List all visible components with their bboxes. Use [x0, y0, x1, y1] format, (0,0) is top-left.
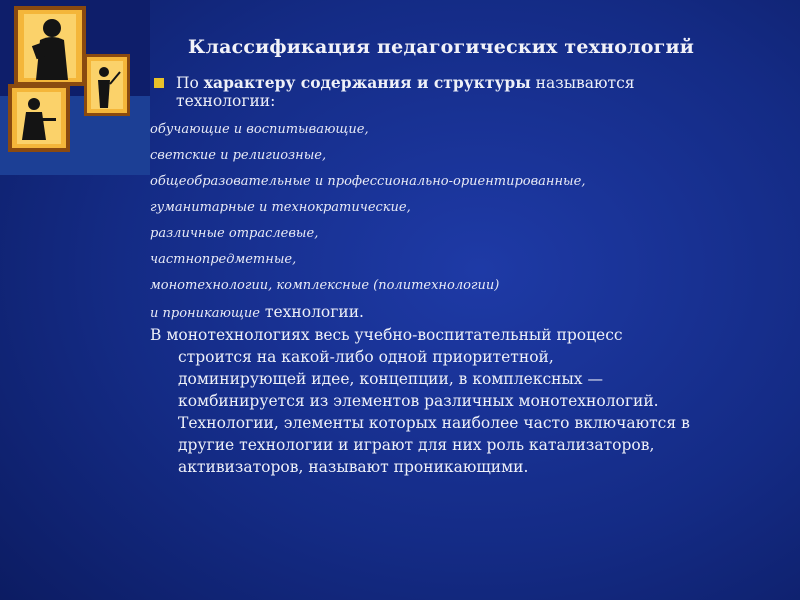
bullet-marker [154, 78, 164, 88]
last-item-italic: и проникающие [150, 306, 260, 321]
paragraph-line: комбинируется из элементов различных монотехнологий. [178, 392, 659, 410]
slide-title: Классификация педагогических технологий [188, 36, 695, 58]
list-item: монотехнологии, комплексные (политехнологии) [150, 278, 500, 293]
list-item: гуманитарные и технократические, [150, 200, 411, 215]
list-item: частнопредметные, [150, 252, 297, 267]
intro-prefix: По [176, 74, 204, 92]
paragraph-line: строится на какой-либо одной приоритетной, [178, 348, 554, 366]
paragraph-line: Технологии, элементы которых наиболее часто включаются в [178, 414, 690, 432]
paragraph-line: активизаторов, называют проникающими. [178, 458, 529, 476]
paragraph-line: В монотехнологиях весь учебно-воспитательный процесс [150, 326, 623, 344]
list-item: общеобразовательные и профессионально-ориентированные, [150, 174, 586, 189]
students-silhouette-illustration [0, 0, 150, 175]
paragraph-line: доминирующей идее, концепции, в комплексных — [178, 370, 603, 388]
list-item-last [150, 302, 364, 321]
intro-bold: характеру содержания и структуры [203, 73, 531, 92]
intro-suffix: называются [530, 74, 635, 92]
paragraph-line: другие технологии и играют для них роль катализаторов, [178, 436, 655, 454]
intro-line-2: технологии: [176, 92, 276, 110]
last-item-normal: технологии. [260, 303, 364, 321]
intro-line-1 [176, 73, 635, 92]
list-item: светские и религиозные, [150, 148, 327, 163]
list-item: обучающие и воспитывающие, [150, 122, 369, 137]
list-item: различные отраслевые, [150, 226, 319, 241]
